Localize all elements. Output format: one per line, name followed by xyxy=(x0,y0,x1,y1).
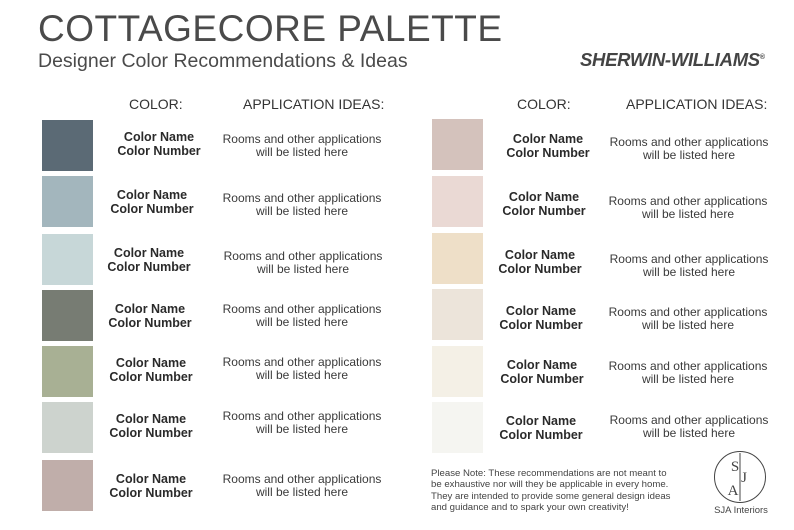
color-swatch xyxy=(42,120,93,171)
color-label: Color Name Color Number xyxy=(110,188,194,216)
color-label: Color Name Color Number xyxy=(109,472,193,500)
color-swatch xyxy=(42,234,93,285)
color-swatch xyxy=(42,460,93,511)
application-ideas: Rooms and other applications will be listed here xyxy=(222,132,382,159)
application-ideas: Rooms and other applications will be listed here xyxy=(609,135,769,162)
color-swatch xyxy=(432,402,483,453)
logo-letter: A xyxy=(727,483,739,499)
color-label: Color Name Color Number xyxy=(499,304,583,332)
color-label: Color Name Color Number xyxy=(108,302,192,330)
sja-logo-icon xyxy=(713,450,767,504)
color-swatch xyxy=(42,346,93,397)
color-swatch xyxy=(42,290,93,341)
color-swatch xyxy=(432,289,483,340)
color-label: Color Name Color Number xyxy=(109,412,193,440)
color-label: Color Name Color Number xyxy=(500,358,584,386)
color-label: Color Name Color Number xyxy=(499,414,583,442)
color-label: Color Name Color Number xyxy=(506,132,590,160)
brand-name: SHERWIN-WILLIAMS xyxy=(580,49,760,70)
application-ideas: Rooms and other applications will be listed here xyxy=(608,194,768,221)
color-swatch xyxy=(432,176,483,227)
logo-caption: SJA Interiors xyxy=(714,505,768,516)
application-column-header-right: APPLICATION IDEAS: xyxy=(626,96,768,112)
color-swatch xyxy=(42,176,93,227)
color-label: Color Name Color Number xyxy=(109,356,193,384)
color-column-header-left: COLOR: xyxy=(129,96,183,112)
application-ideas: Rooms and other applications will be listed here xyxy=(608,305,768,332)
application-ideas: Rooms and other applications will be listed here xyxy=(608,359,768,386)
logo-letter: S xyxy=(730,459,740,475)
application-ideas: Rooms and other applications will be listed here xyxy=(222,302,382,329)
color-label: Color Name Color Number xyxy=(502,190,586,218)
application-column-header-left: APPLICATION IDEAS: xyxy=(243,96,385,112)
brand-mark: ® xyxy=(759,53,765,61)
color-label: Color Name Color Number xyxy=(107,246,191,274)
color-swatch xyxy=(432,346,483,397)
application-ideas: Rooms and other applications will be listed here xyxy=(222,191,382,218)
application-ideas: Rooms and other applications will be listed here xyxy=(222,409,382,436)
page-title: COTTAGECORE PALETTE xyxy=(38,8,503,49)
application-ideas: Rooms and other applications will be listed here xyxy=(222,355,382,382)
color-swatch xyxy=(42,402,93,453)
logo-letter: J xyxy=(741,470,747,486)
application-ideas: Rooms and other applications will be listed here xyxy=(223,249,383,276)
brand-logo xyxy=(580,49,765,71)
color-swatch xyxy=(432,233,483,284)
disclaimer-note: Please Note: These recommendations are not meant to be exhaustive nor will they be applicable in every home. They are intended to provide some general design ideas and guidance and to spark your own creativity! xyxy=(431,468,671,513)
color-column-header-right: COLOR: xyxy=(517,96,571,112)
color-label: Color Name Color Number xyxy=(498,248,582,276)
application-ideas: Rooms and other applications will be listed here xyxy=(609,413,769,440)
application-ideas: Rooms and other applications will be listed here xyxy=(609,252,769,279)
application-ideas: Rooms and other applications will be listed here xyxy=(222,472,382,499)
color-label: Color Name Color Number xyxy=(117,130,201,158)
color-swatch xyxy=(432,119,483,170)
page-subtitle: Designer Color Recommendations & Ideas xyxy=(38,50,408,72)
